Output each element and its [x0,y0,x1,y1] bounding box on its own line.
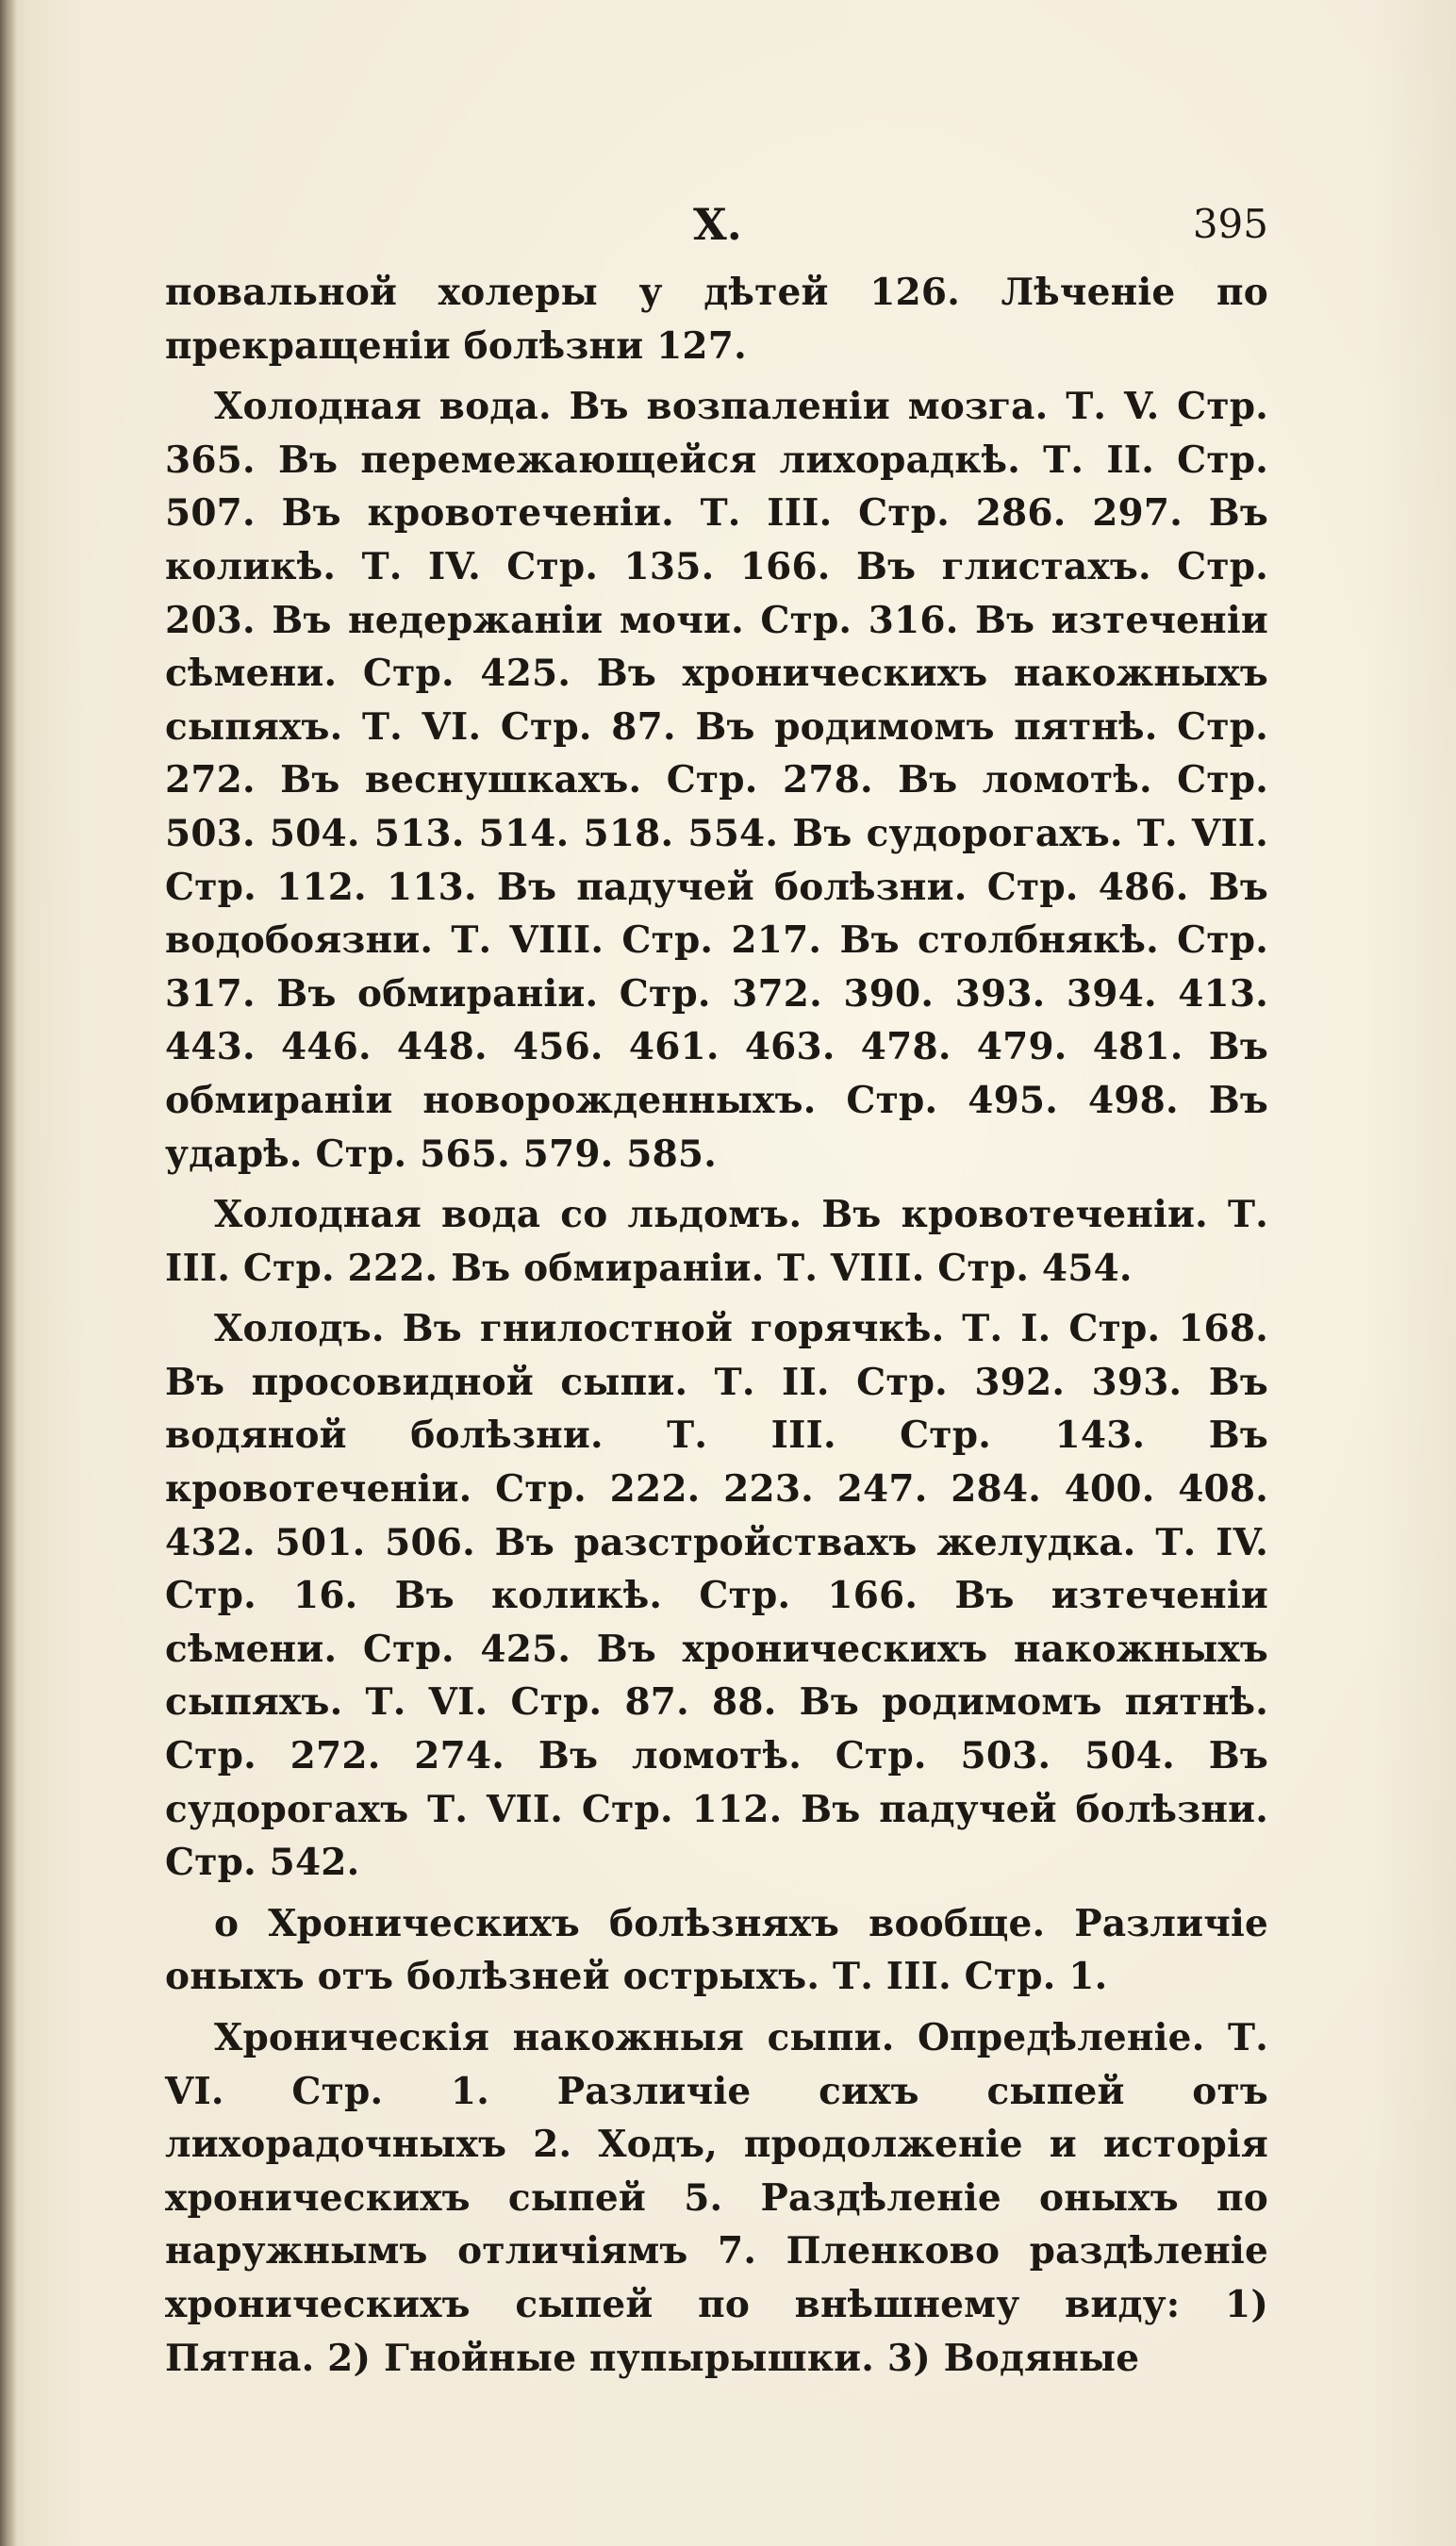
binding-edge [0,0,17,2546]
chapter-letter: Х. [693,199,742,250]
index-entry-cold-water: Холодная вода. Въ возпаленіи мозга. Т. V. Стр. 365. Въ перемежающейся лихорадкѣ. Т. II. Стр. 507. Въ кровотеченіи. Т. III. Стр. 286. 297. Въ коликѣ. Т. IV. Стр. 135. 166. Въ глистахъ. Стр. 203. Въ недержаніи мочи. Стр. 316. Въ изтеченіи сѣмени. Стр. 425. Въ хроническихъ накожныхъ сыпяхъ. Т. VI. Стр. 87. Въ родимомъ пятнѣ. Стр. 272. Въ веснушкахъ. Стр. 278. Въ ломотѣ. Стр. 503. 504. 513. 514. 518. 554. Въ судорогахъ. Т. VII. Стр. 112. 113. Въ падучей болѣзни. Стр. 486. Въ водобоязни. Т. VIII. Стр. 217. Въ столбнякѣ. Стр. 317. Въ обмираніи. Стр. 372. 390. 393. 394. 413. 443. 446. 448. 456. 461. 463. 478. 479. 481. Въ обмираніи новорожденныхъ. Стр. 495. 498. Въ ударѣ. Стр. 565. 579. 585. [165,385,1268,1176]
index-entry-continuation: повальной холеры у дѣтей 126. Лѣченіе по прекращеніи болѣзни 127. [165,271,1268,368]
running-header [165,196,1268,253]
page-number: 395 [1192,201,1268,247]
index-text [165,266,1268,2392]
index-entry-chronic-diseases: о Хроническихъ болѣзняхъ вообще. Различіе оныхъ отъ болѣзней острыхъ. Т. III. Стр. 1. [165,1901,1268,1999]
index-entry-cold-water-ice: Холодная вода со льдомъ. Въ кровотеченіи. Т. III. Стр. 222. Въ обмираніи. Т. VIII. Стр. 454. [165,1193,1268,1290]
index-entry-chronic-rashes: Хроническія накожныя сыпи. Опредѣленіе. Т. VI. Стр. 1. Различіе сихъ сыпей отъ лихорадочныхъ 2. Ходъ, продолженіе и исторія хроническихъ сыпей 5. Раздѣленіе оныхъ по наружнымъ отличіямъ 7. Пленково раздѣленіе хроническихъ сыпей по внѣшнему виду: 1) Пятна. 2) Гнойные пупырышки. 3) Водяные [165,2016,1268,2380]
index-entry-cold: Холодъ. Въ гнилостной горячкѣ. Т. I. Стр. 168. Въ просовидной сыпи. Т. II. Стр. 392. 393. Въ водяной болѣзни. Т. III. Стр. 143. Въ кровотеченіи. Стр. 222. 223. 247. 284. 400. 408. 432. 501. 506. Въ разстройствахъ желудка. Т. IV. Стр. 16. Въ коликѣ. Стр. 166. Въ изтеченіи сѣмени. Стр. 425. Въ хроническихъ накожныхъ сыпяхъ. Т. VI. Стр. 87. 88. Въ родимомъ пятнѣ. Стр. 272. 274. Въ ломотѣ. Стр. 503. 504. Въ судорогахъ Т. VII. Стр. 112. Въ падучей болѣзни. Стр. 542. [165,1307,1268,1885]
